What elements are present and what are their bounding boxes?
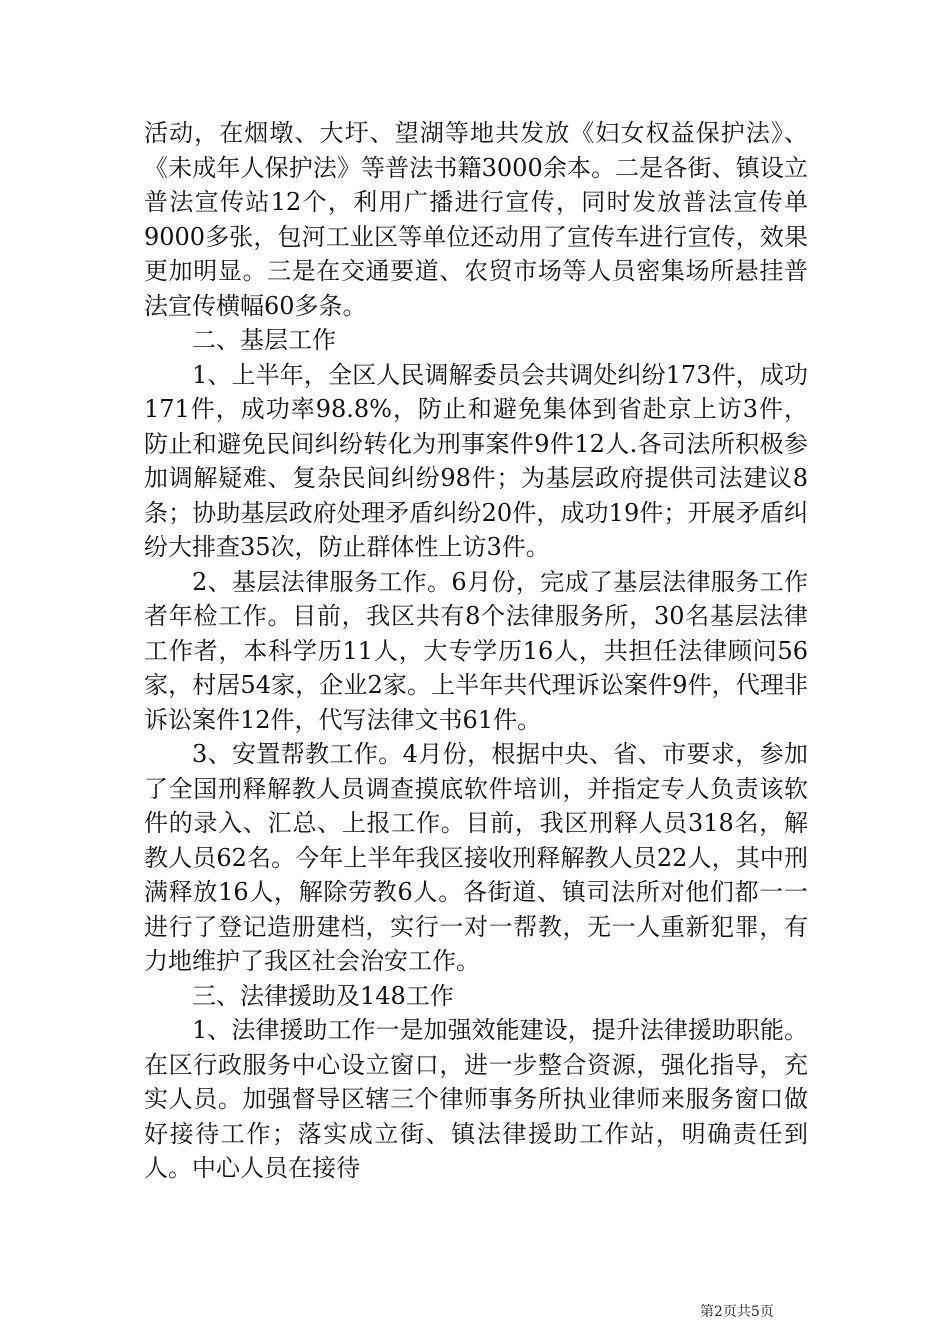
section-heading-legal-aid: 三、法律援助及148工作 (192, 981, 454, 1010)
paragraph-continuation: 活动，在烟墩、大圩、望湖等地共发放《妇女权益保护法》、《未成年人保护法》等普法书籍3000余本。二是各街、镇设立普法宣传站12个，利用广播进行宣传，同时发放普法宣传单9000多张，包河工业区等单位还动用了宣传车进行宣传，效果更加明显。三是在交通要道、农贸市场等人员密集场所悬挂普法宣传横幅60多条。 (144, 119, 808, 320)
paragraph-legal-service: 2、基层法律服务工作。6月份，完成了基层法律服务工作者年检工作。目前，我区共有8个法律服务所，30名基层法律工作者，本科学历11人，大专学历16人，共担任法律顾问56家，村居54家，企业2家。上半年共代理诉讼案件9件，代理非诉讼案件12件，代写法律文书61件。 (144, 567, 808, 734)
paragraph-mediation: 1、上半年，全区人民调解委员会共调处纠纷173件，成功171件，成功率98.8%，防止和避免集体到省赴京上访3件，防止和避免民间纠纷转化为刑事案件9件12人.各司法所积极参加调解疑难、复杂民间纠纷98件；为基层政府提供司法建议8条；协助基层政府处理矛盾纠纷20件，成功19件；开展矛盾纠纷大排查35次，防止群体性上访3件。 (144, 360, 808, 561)
page-number: 第2页共5页 (700, 1304, 774, 1320)
paragraph-resettlement: 3、安置帮教工作。4月份，根据中央、省、市要求，参加了全国刑释解教人员调查摸底软件培训，并指定专人负责该软件的录入、汇总、上报工作。目前，我区刑释人员318名，解教人员62名。今年上半年我区接收刑释解教人员22人，其中刑满释放16人，解除劳教6人。各街道、镇司法所对他们都一一进行了登记造册建档，实行一对一帮教，无一人重新犯罪，有力地维护了我区社会治安工作。 (144, 740, 808, 975)
paragraph-legal-aid: 1、法律援助工作一是加强效能建设，提升法律援助职能。在区行政服务中心设立窗口，进一步整合资源，强化指导，充实人员。加强督导区辖三个律师事务所执业律师来服务窗口做好接待工作；落实成立街、镇法律援助工作站，明确责任到人。中心人员在接待 (144, 1016, 808, 1182)
document-body (144, 116, 808, 1186)
section-heading-grassroots: 二、基层工作 (192, 326, 336, 354)
